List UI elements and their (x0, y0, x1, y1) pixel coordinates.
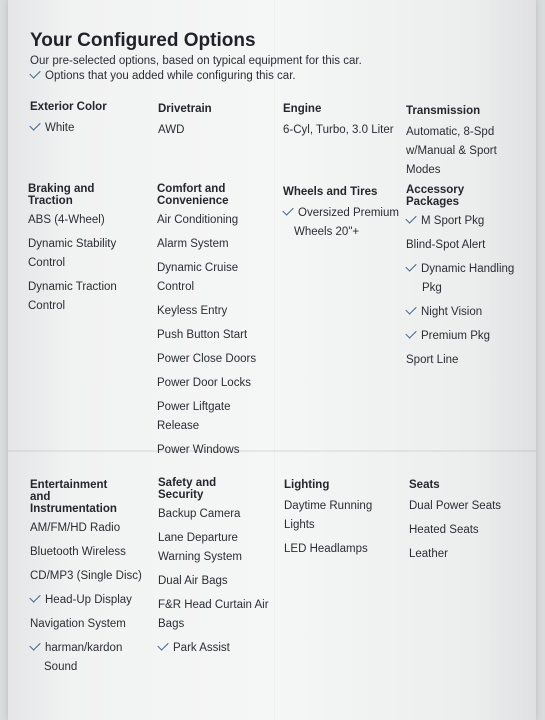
intro-added (30, 70, 296, 82)
checkmark-icon (29, 639, 40, 650)
list-item: Heated Seats (409, 524, 479, 536)
list-item: Power Liftgate (157, 401, 231, 413)
list-item: Bags (158, 618, 185, 630)
list-item: 6-Cyl, Turbo, 3.0 Liter (283, 124, 394, 136)
section-accessory-packages (406, 184, 531, 375)
intro-added-text: Options that you added while configuring this car. (45, 70, 296, 82)
section-wheels-tires (283, 186, 405, 247)
list-item: F&R Head Curtain Air (158, 599, 269, 611)
list-item: Premium Pkg (406, 327, 531, 346)
list-item: Oversized Premium (283, 204, 405, 223)
section-entertainment-instrumentation (30, 479, 155, 682)
list-item: Wheels 20"+ (294, 226, 360, 238)
list-item: Dual Air Bags (158, 575, 228, 587)
list-item: Control (157, 281, 195, 293)
list-item: CD/MP3 (Single Disc) (30, 570, 142, 582)
section-heading: Accessory Packages (406, 184, 465, 208)
list-item: Navigation System (30, 618, 126, 630)
section-engine (283, 103, 403, 145)
section-heading: Exterior Color (30, 101, 107, 113)
section-heading: Drivetrain (158, 103, 212, 115)
list-item: Backup Camera (158, 508, 241, 520)
list-item: Alarm System (157, 238, 229, 250)
list-item: Leather (409, 548, 449, 560)
list-item: AWD (158, 124, 185, 136)
checkmark-icon (29, 67, 40, 78)
checkmark-icon (29, 591, 40, 602)
list-item: Daytime Running (284, 500, 373, 512)
list-item: Control (28, 300, 66, 312)
list-item: Blind-Spot Alert (406, 239, 486, 251)
list-item: Air Conditioning (157, 214, 239, 226)
list-item: Lane Departure (158, 532, 238, 544)
list-item: Dynamic Stability (28, 238, 117, 250)
section-heading: Entertainment and Instrumentation (30, 479, 117, 515)
list-item: Head-Up Display (30, 591, 155, 610)
list-item: Power Windows (157, 444, 240, 456)
section-heading: Lighting (284, 479, 330, 491)
list-item: Control (28, 257, 66, 269)
list-item: Automatic, 8-Spd (406, 126, 495, 138)
list-item: Release (157, 420, 200, 432)
list-item: Dynamic Handling (406, 260, 531, 279)
list-item: M Sport Pkg (406, 212, 531, 231)
page-title: Your Configured Options (30, 30, 256, 51)
intro-preselected: Our pre-selected options, based on typical equipment for this car. (30, 55, 362, 67)
checkmark-icon (405, 260, 416, 271)
section-safety-security (158, 477, 283, 663)
checkmark-icon (29, 119, 40, 130)
list-item: harman/kardon (30, 639, 155, 658)
list-item: Dual Power Seats (409, 500, 502, 512)
section-heading: Safety and Security (158, 477, 217, 501)
list-item: Dynamic Traction (28, 281, 117, 293)
list-item: LED Headlamps (284, 543, 368, 555)
section-heading: Engine (283, 103, 322, 115)
window-sticker-sheet (8, 0, 536, 720)
section-heading: Comfort and Convenience (157, 183, 229, 207)
section-braking-traction (28, 183, 146, 321)
list-item: Pkg (422, 282, 442, 294)
list-item: Sound (44, 661, 78, 673)
section-heading: Transmission (406, 105, 481, 117)
checkmark-icon (405, 303, 416, 314)
section-heading: Wheels and Tires (283, 186, 378, 198)
checkmark-icon (405, 327, 416, 338)
list-item: Power Door Locks (157, 377, 251, 389)
list-item: w/Manual & Sport (406, 145, 497, 157)
list-item: Keyless Entry (157, 305, 228, 317)
checkmark-icon (157, 639, 168, 650)
section-heading: Braking and Traction (28, 183, 95, 207)
list-item: Park Assist (158, 639, 283, 658)
list-item: Push Button Start (157, 329, 248, 341)
section-drivetrain (158, 103, 276, 145)
list-item: Warning System (158, 551, 242, 563)
section-comfort-convenience (157, 183, 279, 465)
list-item: Bluetooth Wireless (30, 546, 126, 558)
list-item: Night Vision (406, 303, 531, 322)
section-transmission (406, 105, 531, 180)
section-heading: Seats (409, 479, 440, 491)
list-item: Power Close Doors (157, 353, 257, 365)
section-seats (409, 479, 529, 569)
section-lighting (284, 479, 404, 564)
section-exterior-color (30, 101, 148, 143)
list-item: White (30, 119, 148, 138)
list-item: Dynamic Cruise (157, 262, 239, 274)
list-item: ABS (4-Wheel) (28, 214, 105, 226)
checkmark-icon (282, 204, 293, 215)
list-item: Modes (406, 164, 441, 176)
checkmark-icon (405, 212, 416, 223)
list-item: Sport Line (406, 354, 459, 366)
list-item: AM/FM/HD Radio (30, 522, 121, 534)
list-item: Lights (284, 519, 315, 531)
